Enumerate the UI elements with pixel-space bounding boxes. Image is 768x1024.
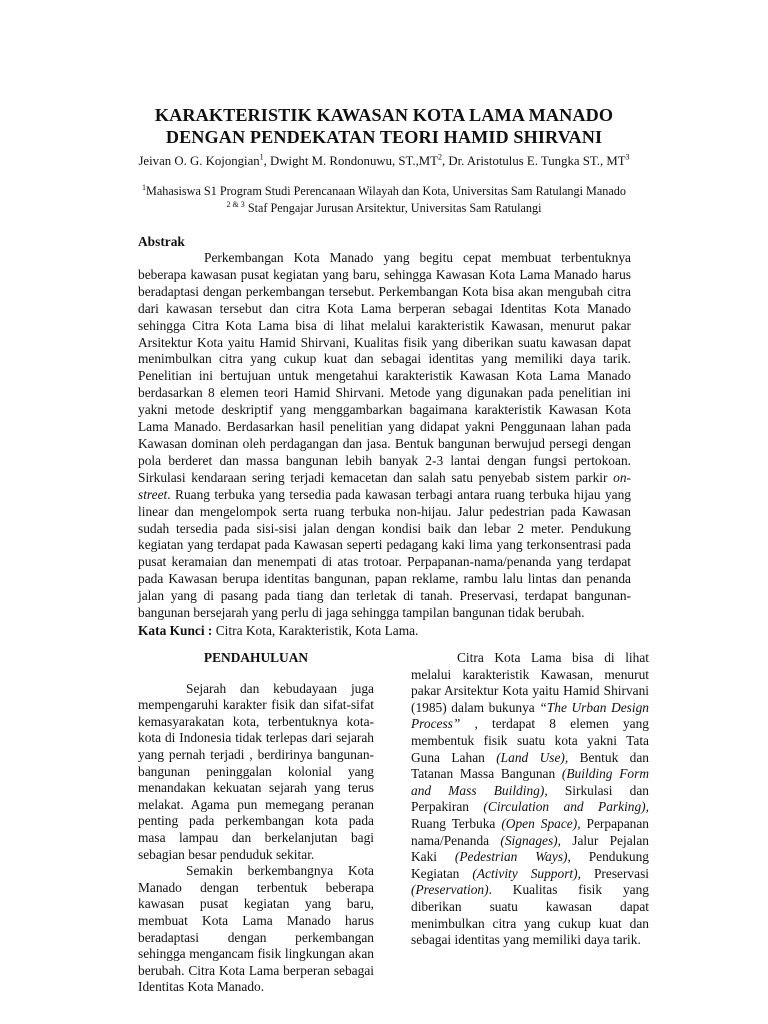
abstract-italic-term: on-street	[138, 469, 631, 502]
rp-5: Ruang Terbuka	[411, 815, 502, 831]
affiliation-2	[0, 200, 768, 217]
rp-10: . Kualitas fisik yang diberikan suatu kawasan dapat menimbulkan citra yang cukup kuat dan sebagai identitas yang memiliki daya tarik.	[411, 882, 649, 948]
book-title: “The Urban Design Process”	[411, 699, 650, 732]
affiliation-2-mark: 2 & 3	[226, 199, 245, 209]
element-circulation: (Circulation and Parking),	[483, 799, 649, 815]
author-list	[0, 153, 768, 169]
right-column	[411, 650, 649, 949]
rp-4: Sirkulasi dan Perpakiran	[411, 782, 649, 815]
title-line-1: KARAKTERISTIK KAWASAN KOTA LAMA MANADO	[154, 105, 614, 125]
rp-8: , Pendukung Kegiatan	[411, 849, 649, 881]
author-1: Jeivan O. G. Kojongian	[138, 154, 260, 168]
element-signages: (Signages),	[500, 832, 561, 848]
keywords-value: Citra Kota, Karakteristik, Kota Lama.	[212, 623, 419, 638]
title-line-2: DENGAN PENDEKATAN TEORI HAMID SHIRVANI	[165, 127, 603, 147]
element-preservation: (Preservation)	[411, 882, 489, 898]
right-paragraph	[411, 650, 649, 949]
abstract-text-2: . Ruang terbuka yang tersedia pada kawasan terbagi antara ruang terbuka hijau yang linear dan mengelompok serta ruang terbuka non-hijau. Jalur pedestrian pada Kawasan sudah tersedia pada sisi-sisi jalan dengan kondisi baik dan lebar 2 meter. Pendukung kegiatan yang terdapat pada Kawasan seperti pedagang kaki lima yang terkonsentrasi pada pusat keramaian dan menempati di atas trotoar. Perpapanan-nama/penanda yang terdapat pada Kawasan berupa identitas bangunan, papan reklame, rambu lalu lintas dan penanda jalan yang di pasang pada tiang dan terletak di tanah. Preservasi, terdapat bangunan-bangunan bersejarah yang perlu di jaga sehingga tampilan bangunan tidak berubah.	[138, 486, 631, 621]
keywords-label: Kata Kunci :	[138, 623, 213, 638]
element-land-use: (Land Use),	[496, 749, 569, 765]
intro-paragraph-1-text: Sejarah dan kebudayaan juga mempengaruhi karakter fisik dan sifat-sifat kemasyarakatan kota, terbentuknya kota-kota di Indonesia tidak terlepas dari sejarah yang pernah terjadi , berdirinya bangunan-bangunan peninggalan kolonial yang menandakan kekuatan sejarah yang terus melakat. Agama pun memegang peranan penting pada perkembangan kota pada masa lampau dan berkelanjutan bagi sebagian besar penduduk sekitar.	[138, 680, 374, 862]
section-heading-pendahuluan: PENDAHULUAN	[203, 650, 309, 665]
author-3-affiliation-mark: 3	[625, 152, 630, 162]
rp-2: , terdapat 8 elemen yang membentuk fisik suatu kota yakni Tata Guna Lahan	[411, 716, 649, 765]
element-building-form: (Building Form and Mass Building),	[411, 766, 649, 798]
author-2: , Dwight M. Rondonuwu, ST.,MT	[263, 154, 438, 168]
rp-3: Bentuk dan Tatanan Massa Bangunan	[411, 749, 649, 782]
intro-paragraph-1	[138, 681, 374, 864]
element-open-space: (Open Space),	[501, 815, 581, 831]
intro-paragraph-2-text: Semakin berkembangnya Kota Manado dengan terbentuk beberapa kawasan pusat kegiatan yang baru, membuat Kota Lama Manado harus beradaptasi dengan perkembangan sehingga mengancam fisik lingkungan akan berubah. Citra Kota Lama berperan sebagai Identitas Kota Manado.	[138, 863, 374, 995]
rp-1: Citra Kota Lama bisa di lihat melalui karakteristik Kawasan, menurut pakar Arsitektur Kota yaitu Hamid Shirvani (1985) dalam bukunya	[411, 650, 649, 715]
left-column	[138, 650, 374, 996]
author-3: , Dr. Aristotulus E. Tungka ST., MT	[441, 154, 626, 168]
keywords	[138, 623, 418, 639]
affiliation-2-text: Staf Pengajar Jurusan Arsitektur, Universitas Sam Ratulangi	[244, 201, 542, 215]
affiliation-1	[0, 183, 768, 200]
affiliation-1-text: Mahasiswa S1 Program Studi Perencanaan Wilayah dan Kota, Universitas Sam Ratulangi Manado	[146, 184, 626, 198]
paper-title	[0, 104, 768, 148]
rp-9: Preservasi	[580, 865, 650, 881]
author-1-affiliation-mark: 1	[259, 152, 264, 162]
abstract-body	[138, 250, 631, 622]
intro-paragraph-2	[138, 863, 374, 996]
element-pedestrian-ways: (Pedestrian Ways)	[454, 849, 568, 865]
rp-7: Jalur Pejalan Kaki	[411, 832, 650, 865]
author-2-affiliation-mark: 2	[437, 152, 442, 162]
affiliations	[0, 183, 768, 217]
rp-6: Perpapanan nama/Penanda	[411, 815, 649, 848]
abstract-text-1: Perkembangan Kota Manado yang begitu cepat membuat terbentuknya beberapa kawasan pusat kegiatan yang baru, sehingga Kawasan Kota Lama Manado harus beradaptasi dengan perkembangan tersebut. Perkembangan Kota bisa akan mengubah citra dari kawasan tersebut dan citra Kota Lama berperan sebagai Identitas Kota Manado sehingga Citra Kota Lama bisa di lihat melalui karakteristik Kawasan, menurut pakar Arsitektur Kota yaitu Hamid Shirvani, Kualitas fisik yang diberikan suatu kawasan dapat menimbulkan citra yang cukup kuat dan sebagai identitas yang memiliki daya tarik. Penelitian ini bertujuan untuk mengetahui karakteristik Kawasan Kota Lama Manado berdasarkan 8 elemen teori Hamid Shirvani. Metode yang digunakan pada penelitian ini yakni metode deskriptif yang menggambarkan bagaimana karakteristik Kawasan Kota Lama Manado. Berdasarkan hasil penelitian yang didapat yakni Penggunaan lahan pada Kawasan dominan oleh perdagangan dan jasa. Bentuk bangunan berwujud persegi dengan pola berderet dan massa bangunan lebih banyak 2-3 lantai dengan fungsi pertokoan. Sirkulasi kendaraan sering terjadi kemacetan dan salah satu penyebab sistem parkir	[138, 250, 631, 485]
abstract-heading: Abstrak	[138, 234, 185, 249]
affiliation-1-mark: 1	[142, 182, 147, 192]
element-activity-support: (Activity Support),	[472, 865, 581, 881]
